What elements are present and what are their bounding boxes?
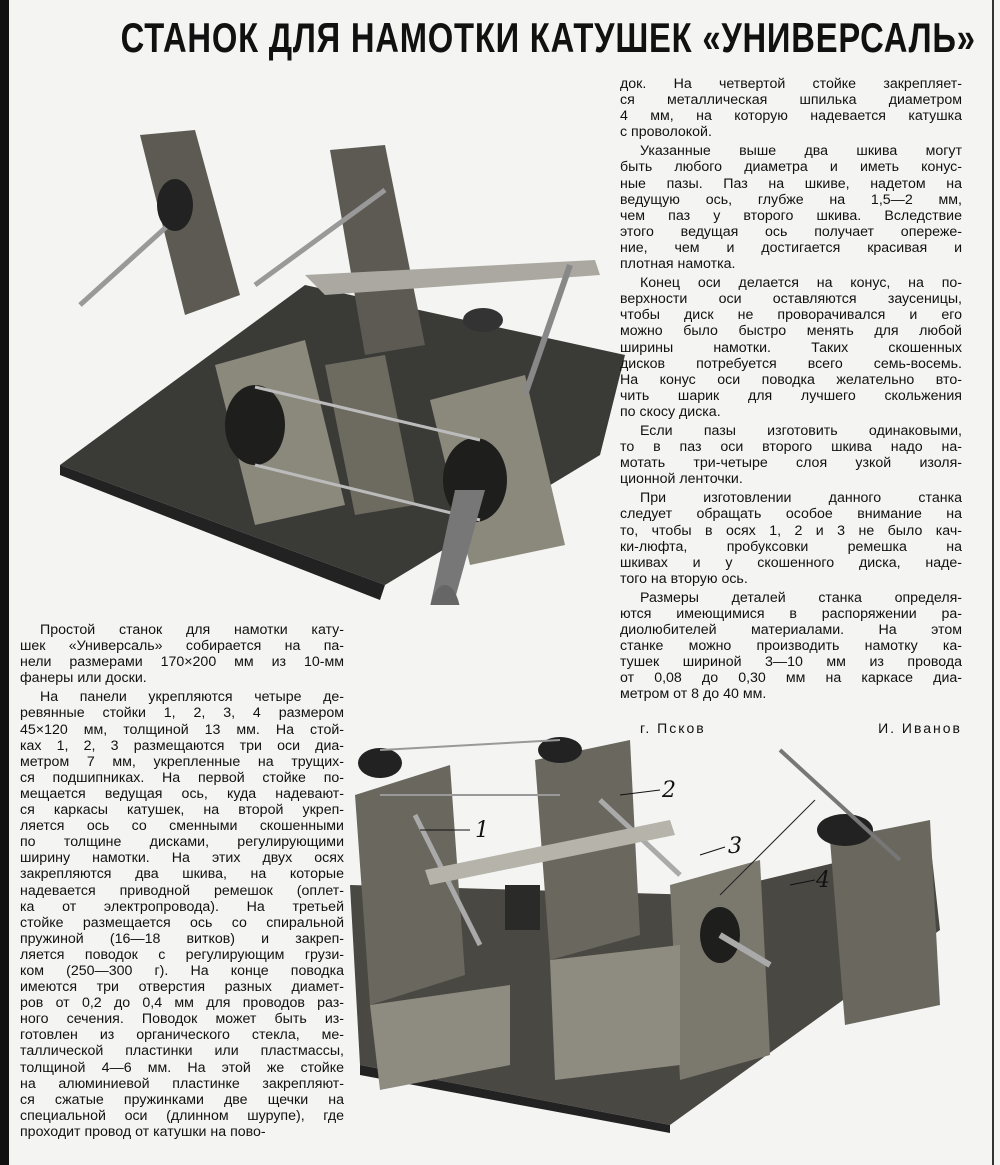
text-line: 4 мм, на которую надевается катушка xyxy=(620,108,962,125)
text-line: ются имеющимися в распоряжении ра- xyxy=(620,606,962,622)
text-line: Если пазы изготовить одинаковыми, xyxy=(640,422,962,439)
text-line: ширины намотки. Таких скошенных xyxy=(620,339,962,356)
paragraph xyxy=(20,689,344,1140)
text-line: быть любого диаметра и иметь конус- xyxy=(620,159,962,176)
text-line: то, чтобы в осях 1, 2 и 3 не было кач- xyxy=(620,522,962,539)
text-line: На конус оси поводка желательно вто- xyxy=(620,371,962,388)
text-line: то в паз оси второго шкива надо на- xyxy=(620,439,962,456)
text-line: диолюбителей материалами. На этом xyxy=(620,622,962,639)
text-line: закрепляются два шкива, на которые xyxy=(20,866,344,883)
text-line: шек «Универсаль» собирается на па- xyxy=(20,638,344,655)
text-line: готовлен из органического стекла, ме- xyxy=(20,1027,344,1044)
text-line: с проволокой. xyxy=(620,124,712,141)
text-line: на алюминиевой пластинке закрепляют- xyxy=(20,1075,344,1092)
text-line: имеются три отверстия разных диамет- xyxy=(20,979,344,996)
text-line: ках 1, 2, 3 размещаются три оси диа- xyxy=(20,737,344,754)
text-line: верхности оси оставляются заусеницы, xyxy=(620,291,962,308)
text-line: станке можно производить намотку ка- xyxy=(620,638,962,655)
text-line: ки-люфта, пробуксовки ремешка на xyxy=(620,538,962,555)
text-line: ляется поводок с регулирующим грузи- xyxy=(20,946,344,963)
text-line: следует обращать особое внимание на xyxy=(620,506,962,523)
text-line: Простой станок для намотки кату- xyxy=(40,622,344,638)
signature-city: г. Псков xyxy=(640,720,706,736)
paragraph xyxy=(620,490,962,587)
text-line: от 0,08 до 0,30 мм на каркасе диа- xyxy=(620,670,962,687)
text-line: метром от 8 до 40 мм. xyxy=(620,686,767,703)
text-line: ширину намотки. На этих двух осях xyxy=(20,850,344,867)
text-line: толщиной 4—6 мм. На этой же стойке xyxy=(20,1059,344,1076)
text-line: специальной оси (длинном шурупе), где xyxy=(20,1107,344,1124)
text-line: фанеры или доски. xyxy=(20,670,147,687)
page-border-right xyxy=(992,0,994,1165)
text-line: мотать три-четыре слоя узкой изоля- xyxy=(620,455,962,472)
callout-label-3: 3 xyxy=(728,834,742,859)
text-line: чтобы диск не проворачивался и его xyxy=(620,307,962,324)
text-line: док. На четвертой стойке закрепляет- xyxy=(620,76,962,92)
text-line: ного сечения. Поводок может быть из- xyxy=(20,1011,344,1028)
article-title xyxy=(0,14,1000,62)
paragraph xyxy=(620,76,962,140)
text-line: чить шарик для лучшего скольжения xyxy=(620,387,962,404)
text-line: ние, чем и достигается красивая и xyxy=(620,239,962,256)
callout-label-2: 2 xyxy=(662,778,676,803)
text-line: Указанные выше два шкива могут xyxy=(640,143,962,160)
text-line: надевается приводной ремешок (оплет- xyxy=(20,882,344,899)
text-line: ся подшипниках. На первой стойке по- xyxy=(20,769,344,786)
text-line: ка от электропровода). На третьей xyxy=(20,898,344,915)
text-line: ревянные стойки 1, 2, 3, 4 размером xyxy=(20,705,344,722)
text-line: ров от 0,2 до 0,4 мм для проводов раз- xyxy=(20,995,344,1012)
text-line: таллической пластинки или пластмассы, xyxy=(20,1043,344,1060)
text-line: ся каркасы катушек, на второй укреп- xyxy=(20,802,344,819)
text-line: На панели укрепляются четыре де- xyxy=(40,689,344,706)
left-text-column xyxy=(20,622,344,1143)
paragraph xyxy=(20,622,344,686)
text-line: нели размерами 170×200 мм из 10-мм xyxy=(20,654,344,671)
paragraph xyxy=(620,423,962,487)
text-line: ся металлическая шпилька диаметром xyxy=(620,92,962,109)
text-line: метром 7 мм, укрепленные на трущих- xyxy=(20,753,344,770)
text-line: При изготовлении данного станка xyxy=(640,490,962,507)
page-border-left xyxy=(0,0,9,1165)
text-line: 45×120 мм, толщиной 13 мм. На стой- xyxy=(20,721,344,738)
paragraph xyxy=(620,590,962,703)
illustration-winding-machine-photo xyxy=(55,125,630,605)
text-line: дисков потребуется всего семь-восемь. xyxy=(620,355,962,372)
callout-label-4: 4 xyxy=(816,868,830,893)
text-line: по толщине дисками, регулирующими xyxy=(20,834,344,851)
text-line: тушек шириной 3—10 мм из провода xyxy=(620,654,962,671)
text-line: можно было быстро менять для любой xyxy=(620,323,962,340)
text-line: мещается ведущая ось, куда надевают- xyxy=(20,785,344,802)
paragraph xyxy=(620,143,962,272)
text-line: ционной ленточки. xyxy=(620,471,743,488)
text-line: ведущую ось, глубже на 1,5—2 мм, xyxy=(620,191,962,208)
text-line: шкивах и у скошенного диска, наде- xyxy=(620,554,962,571)
text-line: ком (250—300 г). На конце поводка xyxy=(20,962,344,979)
text-line: проходит провод от катушки на пово- xyxy=(20,1123,266,1140)
text-line: чем паз у второго шкива. Вследствие xyxy=(620,207,962,224)
signature-line xyxy=(640,720,962,736)
signature-author: И. Иванов xyxy=(878,720,962,736)
article-title-text: СТАНОК ДЛЯ НАМОТКИ КАТУШЕК «УНИВЕРСАЛЬ» xyxy=(120,14,976,61)
text-line: ные пазы. Паз на шкиве, надетом на xyxy=(620,175,962,192)
text-line: Размеры деталей станка определя- xyxy=(640,589,962,606)
text-line: ся сжатые пружинками две щечки на xyxy=(20,1091,344,1108)
text-line: пружиной (16—18 витков) и закреп- xyxy=(20,930,344,947)
paragraph xyxy=(620,275,962,420)
text-line: этого ведущая ось получает опереже- xyxy=(620,223,962,240)
text-line: того на вторую ось. xyxy=(620,570,748,587)
text-line: стойке размещается ось со спиральной xyxy=(20,914,344,931)
illustration-winding-machine-drawing xyxy=(340,735,955,1135)
callout-label-1: 1 xyxy=(475,818,489,843)
text-line: Конец оси делается на конус, на по- xyxy=(640,275,962,292)
text-line: плотная намотка. xyxy=(620,256,736,273)
right-text-column xyxy=(620,76,962,706)
text-line: по скосу диска. xyxy=(620,403,721,420)
text-line: ляется ось со сменными скошенными xyxy=(20,818,344,835)
